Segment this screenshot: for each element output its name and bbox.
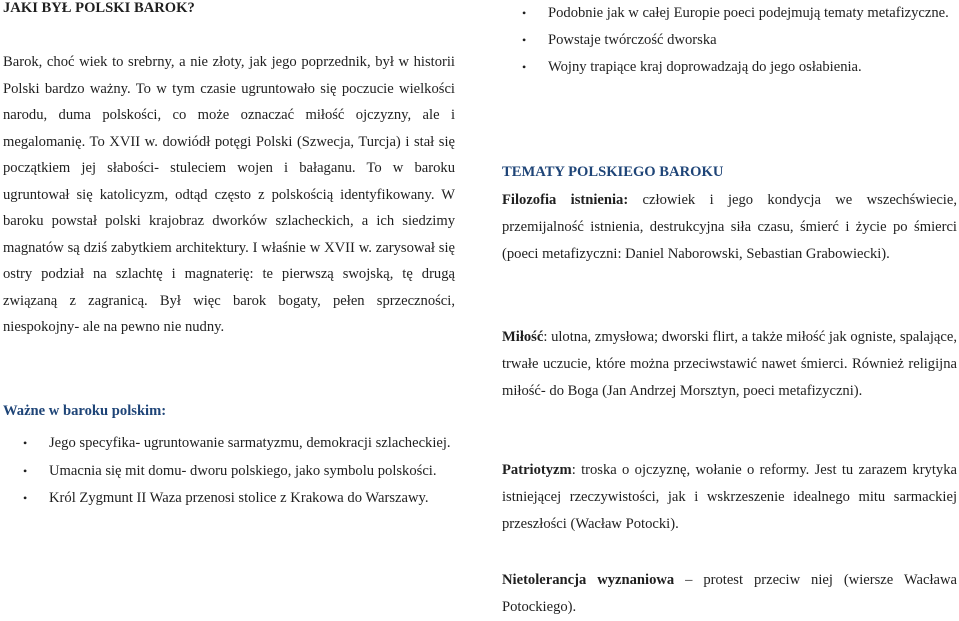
features-list (502, 0, 957, 81)
bullet-icon: • (522, 6, 527, 20)
bullet-icon: • (23, 436, 28, 450)
list-item (3, 485, 455, 513)
list-item (502, 54, 957, 81)
topic-text: – protest przeciw niej (wiersze Wacława Potockiego). (502, 572, 957, 615)
list-item-text: Powstaje twórczość dworska (548, 32, 717, 48)
list-item (3, 430, 455, 458)
list-item-text: Król Zygmunt II Waza przenosi stolice z Krakowa do Warszawy. (49, 490, 429, 506)
topic-love (502, 324, 957, 405)
bullet-icon: • (522, 33, 527, 47)
intro-paragraph: Barok, choć wiek to srebrny, a nie złoty, jak jego poprzednik, był w historii Polski bardzo ważny. To w tym czasie ugruntowało się poczucie wielkości narodu, duma polskości, co może oznaczać miłość ojczyzny, ale i megalomanię. To XVII w. dowiódł potęgi Polski (Szwecja, Turcja) i stał się początkiem jej słabości- stuleciem wojen i bałaganu. To w baroku ugruntował się katolicyzm, odtąd często z polskością identyfikowany. W baroku powstał polski krajobraz dworków szlacheckich, a ich siedzimy magnatów są dziś zabytkiem architektury. I właśnie w XVII w. zarysował się ostry podział na szlachtę i magnaterię: te pierwszą swojską, tę drugą związaną z zagranicą. Był więc barok bogaty, pełen sprzeczności, niespokojny- ale na pewno nie nudny. (3, 54, 455, 335)
topic-philosophy (502, 187, 957, 268)
list-item (502, 0, 957, 27)
topic-term: Nietolerancja wyznaniowa (502, 572, 675, 588)
topic-text: człowiek i jego kondycja we wszechświecie, przemijalność istnienia, destrukcyjna siła czasu, śmierć i życie po śmierci (poeci metafizyczni: Daniel Naborowski, Sebastian Grabowiecki). (502, 192, 957, 262)
topic-patriotism (502, 457, 957, 538)
bullet-icon: • (23, 463, 28, 478)
bullet-icon: • (522, 60, 527, 74)
bullet-icon: • (23, 491, 28, 505)
topic-term: Filozofia istnienia: (502, 192, 629, 208)
page-title: JAKI BYŁ POLSKI BAROK? (3, 0, 195, 16)
topic-term: Miłość (502, 329, 544, 345)
list-item-text: Umacnia się mit domu- dworu polskiego, jako symbolu polskości. (49, 462, 437, 479)
list-item (502, 27, 957, 54)
topic-text: : ulotna, zmysłowa; dworski flirt, a także miłość jak ogniste, spalające, trwałe uczucie, które można przeciwstawić nawet śmierci. Również religijna miłość- do Boga (Jan Andrzej Morsztyn, poeci metafizyczni). (502, 329, 957, 399)
topics-heading: TEMATY POLSKIEGO BAROKU (502, 164, 724, 180)
list-item-text: Podobnie jak w całej Europie poeci podejmują tematy metafizyczne. (548, 5, 949, 21)
list-item (3, 458, 455, 486)
topic-term: Patriotyzm (502, 462, 572, 478)
list-item-text: Jego specyfika- ugruntowanie sarmatyzmu, demokracji szlacheckiej. (49, 435, 451, 451)
important-list (3, 430, 455, 513)
topic-intolerance (502, 567, 957, 621)
important-heading: Ważne w baroku polskim: (3, 403, 167, 419)
topic-text: : troska o ojczyznę, wołanie o reformy. Jest tu zarazem krytyka istniejącej rzeczywistości, jak i wskrzeszenie idealnego mitu sarmackiej przeszłości (Wacław Potocki). (502, 462, 957, 532)
list-item-text: Wojny trapiące kraj doprowadzają do jego osłabienia. (548, 59, 862, 75)
